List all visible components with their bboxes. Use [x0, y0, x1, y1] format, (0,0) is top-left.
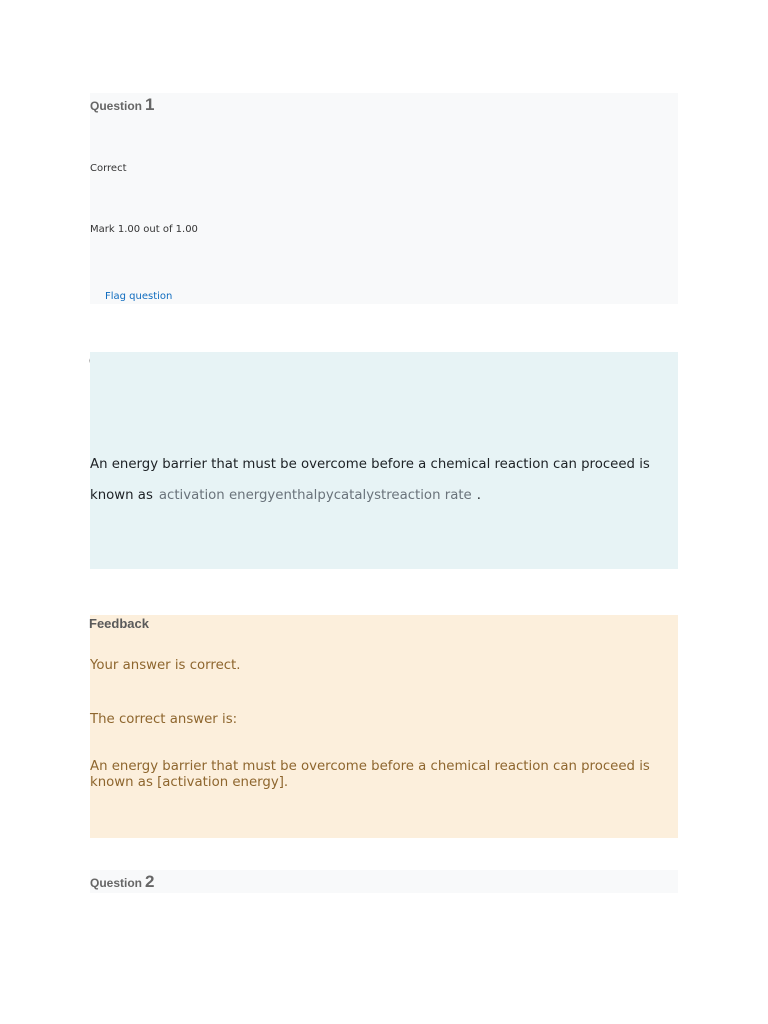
- question-text-box: [90, 352, 678, 569]
- question-grade: Mark 1.00 out of 1.00: [90, 224, 198, 235]
- question-label: Question: [90, 876, 143, 890]
- answer-select[interactable]: activation energyenthalpycatalystreaction rate: [158, 488, 472, 503]
- correct-answer-intro: The correct answer is:: [90, 712, 238, 727]
- question-2-info: [90, 870, 678, 893]
- question-state: Correct: [90, 163, 127, 174]
- question-2-number: [90, 872, 154, 892]
- question-1-info: [90, 93, 678, 304]
- feedback-result: Your answer is correct.: [90, 658, 241, 673]
- question-text-suffix: .: [476, 488, 481, 503]
- feedback-box: [90, 615, 678, 838]
- flag-question-link[interactable]: Flag question: [105, 291, 173, 302]
- feedback-heading: Feedback: [89, 616, 149, 631]
- question-text-prefix: known as: [90, 488, 153, 503]
- question-number: 1: [145, 95, 155, 114]
- correct-answer-text: An energy barrier that must be overcome before a chemical reaction can proceed is known as [activation energy].: [90, 759, 650, 790]
- question-text-line-2: [90, 488, 481, 503]
- question-1-number: [90, 95, 154, 115]
- question-label: Question: [90, 99, 143, 113]
- question-text-line-1: An energy barrier that must be overcome before a chemical reaction can proceed is: [90, 457, 650, 472]
- question-number: 2: [145, 872, 155, 891]
